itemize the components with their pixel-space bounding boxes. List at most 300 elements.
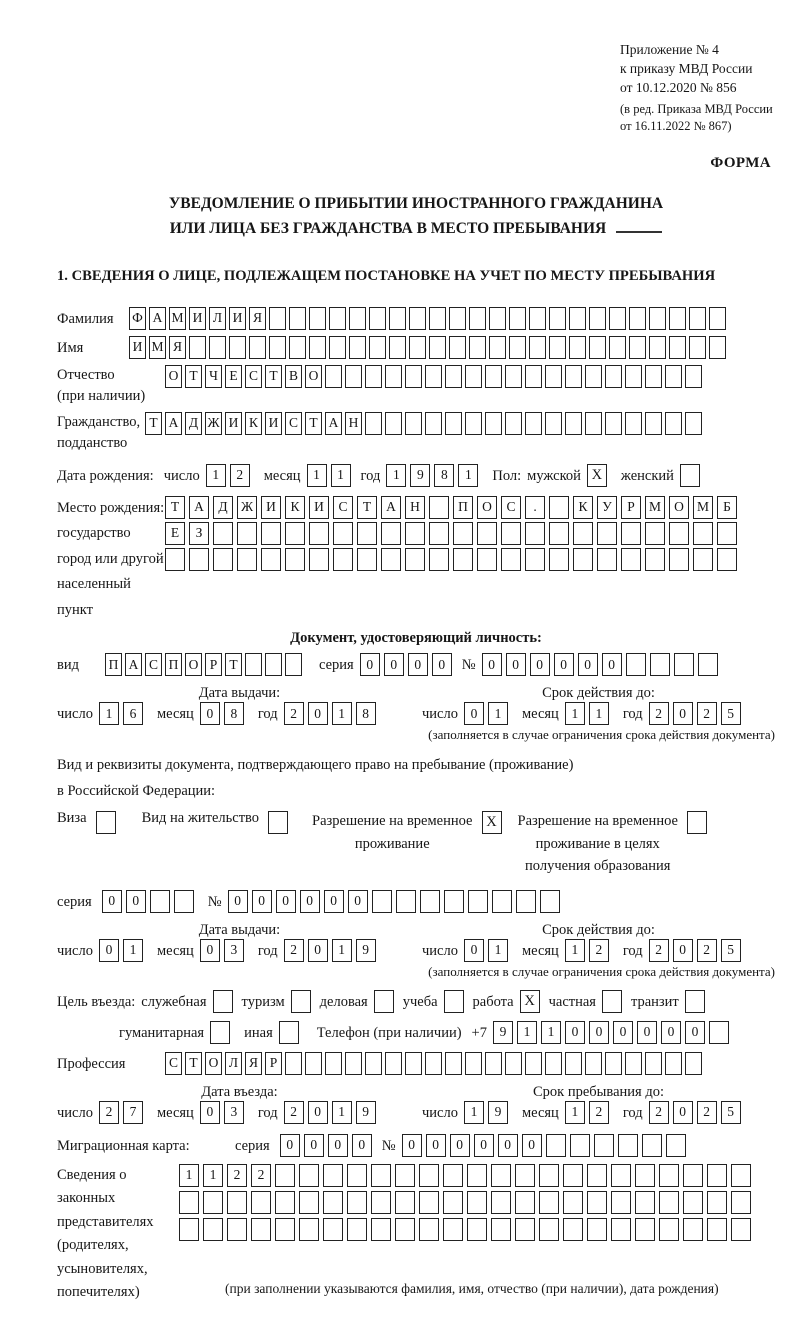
purpose-official-checkbox[interactable]: [213, 990, 233, 1013]
char-cell[interactable]: 0: [200, 939, 220, 962]
char-cell[interactable]: О: [669, 496, 689, 519]
char-cell[interactable]: [357, 548, 377, 571]
char-cell[interactable]: [685, 365, 702, 388]
char-cell[interactable]: 2: [284, 1101, 304, 1124]
char-cell[interactable]: [347, 1164, 367, 1187]
char-cell[interactable]: Р: [265, 1052, 282, 1075]
char-cell[interactable]: [529, 336, 546, 359]
char-cell[interactable]: М: [645, 496, 665, 519]
char-cell[interactable]: [649, 307, 666, 330]
char-cell[interactable]: [305, 1052, 322, 1075]
char-cell[interactable]: [709, 1021, 729, 1044]
char-cell[interactable]: 9: [356, 1101, 376, 1124]
char-cell[interactable]: [325, 365, 342, 388]
char-cell[interactable]: Ф: [129, 307, 146, 330]
char-cell[interactable]: С: [285, 412, 302, 435]
char-cell[interactable]: [477, 522, 497, 545]
char-cell[interactable]: С: [245, 365, 262, 388]
char-cell[interactable]: [683, 1218, 703, 1241]
char-cell[interactable]: [665, 412, 682, 435]
char-cell[interactable]: 2: [649, 702, 669, 725]
char-cell[interactable]: [179, 1218, 199, 1241]
char-cell[interactable]: 2: [230, 464, 250, 487]
purpose-humanitarian-checkbox[interactable]: [210, 1021, 230, 1044]
char-cell[interactable]: 0: [673, 702, 693, 725]
char-cell[interactable]: 1: [386, 464, 406, 487]
char-cell[interactable]: [150, 890, 170, 913]
char-cell[interactable]: [429, 496, 449, 519]
char-cell[interactable]: П: [105, 653, 122, 676]
char-cell[interactable]: [683, 1164, 703, 1187]
char-cell[interactable]: [621, 548, 641, 571]
char-cell[interactable]: А: [381, 496, 401, 519]
char-cell[interactable]: [369, 336, 386, 359]
char-cell[interactable]: [625, 412, 642, 435]
char-cell[interactable]: Я: [169, 336, 186, 359]
char-cell[interactable]: 1: [331, 464, 351, 487]
char-cell[interactable]: [269, 336, 286, 359]
char-cell[interactable]: [449, 307, 466, 330]
char-cell[interactable]: И: [265, 412, 282, 435]
char-cell[interactable]: [385, 365, 402, 388]
char-cell[interactable]: 0: [324, 890, 344, 913]
char-cell[interactable]: [409, 307, 426, 330]
char-cell[interactable]: [425, 1052, 442, 1075]
char-cell[interactable]: [396, 890, 416, 913]
char-cell[interactable]: 8: [356, 702, 376, 725]
char-cell[interactable]: [515, 1191, 535, 1214]
char-cell[interactable]: [525, 1052, 542, 1075]
char-cell[interactable]: [621, 522, 641, 545]
purpose-transit-checkbox[interactable]: [685, 990, 705, 1013]
char-cell[interactable]: 0: [613, 1021, 633, 1044]
char-cell[interactable]: [629, 307, 646, 330]
char-cell[interactable]: [309, 307, 326, 330]
char-cell[interactable]: [645, 522, 665, 545]
char-cell[interactable]: .: [525, 496, 545, 519]
char-cell[interactable]: [689, 336, 706, 359]
char-cell[interactable]: [605, 412, 622, 435]
char-cell[interactable]: Т: [357, 496, 377, 519]
char-cell[interactable]: К: [573, 496, 593, 519]
char-cell[interactable]: [203, 1191, 223, 1214]
char-cell[interactable]: Н: [405, 496, 425, 519]
char-cell[interactable]: 2: [99, 1101, 119, 1124]
char-cell[interactable]: [443, 1218, 463, 1241]
char-cell[interactable]: П: [453, 496, 473, 519]
char-cell[interactable]: [501, 548, 521, 571]
char-cell[interactable]: [420, 890, 440, 913]
char-cell[interactable]: [635, 1164, 655, 1187]
char-cell[interactable]: 0: [252, 890, 272, 913]
purpose-business-checkbox[interactable]: [374, 990, 394, 1013]
char-cell[interactable]: [665, 365, 682, 388]
char-cell[interactable]: 2: [697, 939, 717, 962]
char-cell[interactable]: [666, 1134, 686, 1157]
char-cell[interactable]: 0: [464, 939, 484, 962]
char-cell[interactable]: [429, 548, 449, 571]
char-cell[interactable]: Н: [345, 412, 362, 435]
char-cell[interactable]: [665, 1052, 682, 1075]
char-cell[interactable]: О: [205, 1052, 222, 1075]
char-cell[interactable]: Т: [265, 365, 282, 388]
char-cell[interactable]: Б: [717, 496, 737, 519]
char-cell[interactable]: 0: [554, 653, 574, 676]
char-cell[interactable]: Ж: [205, 412, 222, 435]
char-cell[interactable]: [731, 1164, 751, 1187]
char-cell[interactable]: [381, 522, 401, 545]
char-cell[interactable]: [491, 1218, 511, 1241]
char-cell[interactable]: С: [165, 1052, 182, 1075]
char-cell[interactable]: 2: [649, 939, 669, 962]
char-cell[interactable]: [545, 1052, 562, 1075]
char-cell[interactable]: 2: [284, 939, 304, 962]
char-cell[interactable]: [587, 1191, 607, 1214]
char-cell[interactable]: [587, 1164, 607, 1187]
char-cell[interactable]: [333, 522, 353, 545]
char-cell[interactable]: Е: [165, 522, 185, 545]
char-cell[interactable]: [635, 1191, 655, 1214]
char-cell[interactable]: [573, 548, 593, 571]
char-cell[interactable]: [629, 336, 646, 359]
char-cell[interactable]: [329, 307, 346, 330]
char-cell[interactable]: [395, 1191, 415, 1214]
char-cell[interactable]: [683, 1191, 703, 1214]
char-cell[interactable]: [625, 1052, 642, 1075]
char-cell[interactable]: [405, 365, 422, 388]
char-cell[interactable]: Т: [185, 365, 202, 388]
char-cell[interactable]: Я: [249, 307, 266, 330]
char-cell[interactable]: 0: [402, 1134, 422, 1157]
char-cell[interactable]: [674, 653, 694, 676]
char-cell[interactable]: С: [145, 653, 162, 676]
char-cell[interactable]: 0: [308, 702, 328, 725]
char-cell[interactable]: О: [165, 365, 182, 388]
char-cell[interactable]: [299, 1164, 319, 1187]
char-cell[interactable]: 1: [458, 464, 478, 487]
char-cell[interactable]: [445, 412, 462, 435]
char-cell[interactable]: [731, 1191, 751, 1214]
char-cell[interactable]: 1: [488, 702, 508, 725]
char-cell[interactable]: [251, 1191, 271, 1214]
char-cell[interactable]: [597, 548, 617, 571]
char-cell[interactable]: П: [165, 653, 182, 676]
char-cell[interactable]: [609, 307, 626, 330]
char-cell[interactable]: О: [477, 496, 497, 519]
char-cell[interactable]: [611, 1218, 631, 1241]
char-cell[interactable]: [409, 336, 426, 359]
char-cell[interactable]: [381, 548, 401, 571]
char-cell[interactable]: 0: [498, 1134, 518, 1157]
char-cell[interactable]: [509, 307, 526, 330]
char-cell[interactable]: [237, 522, 257, 545]
temp-residence-edu-checkbox[interactable]: [687, 811, 707, 834]
char-cell[interactable]: [525, 548, 545, 571]
char-cell[interactable]: [443, 1164, 463, 1187]
char-cell[interactable]: 0: [685, 1021, 705, 1044]
char-cell[interactable]: [516, 890, 536, 913]
char-cell[interactable]: [275, 1191, 295, 1214]
char-cell[interactable]: [467, 1164, 487, 1187]
char-cell[interactable]: [395, 1218, 415, 1241]
char-cell[interactable]: [372, 890, 392, 913]
char-cell[interactable]: [299, 1218, 319, 1241]
char-cell[interactable]: [251, 1218, 271, 1241]
char-cell[interactable]: 0: [673, 939, 693, 962]
char-cell[interactable]: [549, 336, 566, 359]
char-cell[interactable]: 1: [589, 702, 609, 725]
char-cell[interactable]: [669, 307, 686, 330]
char-cell[interactable]: Е: [225, 365, 242, 388]
char-cell[interactable]: [709, 336, 726, 359]
char-cell[interactable]: 0: [308, 1101, 328, 1124]
char-cell[interactable]: У: [597, 496, 617, 519]
char-cell[interactable]: [419, 1191, 439, 1214]
char-cell[interactable]: В: [285, 365, 302, 388]
char-cell[interactable]: [489, 307, 506, 330]
char-cell[interactable]: 1: [541, 1021, 561, 1044]
char-cell[interactable]: 2: [697, 702, 717, 725]
char-cell[interactable]: [505, 412, 522, 435]
char-cell[interactable]: 3: [224, 939, 244, 962]
char-cell[interactable]: 2: [649, 1101, 669, 1124]
char-cell[interactable]: [546, 1134, 566, 1157]
char-cell[interactable]: [589, 336, 606, 359]
char-cell[interactable]: И: [129, 336, 146, 359]
char-cell[interactable]: 0: [408, 653, 428, 676]
char-cell[interactable]: 0: [637, 1021, 657, 1044]
char-cell[interactable]: [491, 1164, 511, 1187]
char-cell[interactable]: 0: [432, 653, 452, 676]
char-cell[interactable]: 0: [530, 653, 550, 676]
char-cell[interactable]: [265, 653, 282, 676]
char-cell[interactable]: К: [285, 496, 305, 519]
char-cell[interactable]: [174, 890, 194, 913]
char-cell[interactable]: [395, 1164, 415, 1187]
purpose-private-checkbox[interactable]: [602, 990, 622, 1013]
char-cell[interactable]: [329, 336, 346, 359]
char-cell[interactable]: [369, 307, 386, 330]
char-cell[interactable]: 0: [348, 890, 368, 913]
char-cell[interactable]: [405, 522, 425, 545]
purpose-study-checkbox[interactable]: [444, 990, 464, 1013]
char-cell[interactable]: [385, 1052, 402, 1075]
char-cell[interactable]: 1: [203, 1164, 223, 1187]
char-cell[interactable]: [323, 1191, 343, 1214]
char-cell[interactable]: 1: [307, 464, 327, 487]
char-cell[interactable]: [365, 412, 382, 435]
char-cell[interactable]: И: [225, 412, 242, 435]
char-cell[interactable]: [345, 1052, 362, 1075]
char-cell[interactable]: [269, 307, 286, 330]
char-cell[interactable]: [540, 890, 560, 913]
char-cell[interactable]: Р: [621, 496, 641, 519]
char-cell[interactable]: [365, 1052, 382, 1075]
char-cell[interactable]: 2: [589, 1101, 609, 1124]
char-cell[interactable]: 2: [284, 702, 304, 725]
char-cell[interactable]: 0: [482, 653, 502, 676]
char-cell[interactable]: 9: [488, 1101, 508, 1124]
char-cell[interactable]: С: [333, 496, 353, 519]
char-cell[interactable]: И: [261, 496, 281, 519]
char-cell[interactable]: [299, 1191, 319, 1214]
char-cell[interactable]: Д: [213, 496, 233, 519]
char-cell[interactable]: [707, 1164, 727, 1187]
char-cell[interactable]: [429, 522, 449, 545]
char-cell[interactable]: [229, 336, 246, 359]
char-cell[interactable]: 0: [304, 1134, 324, 1157]
char-cell[interactable]: [525, 522, 545, 545]
char-cell[interactable]: Т: [305, 412, 322, 435]
char-cell[interactable]: [469, 307, 486, 330]
char-cell[interactable]: [425, 365, 442, 388]
char-cell[interactable]: [565, 365, 582, 388]
char-cell[interactable]: 0: [328, 1134, 348, 1157]
char-cell[interactable]: [365, 365, 382, 388]
char-cell[interactable]: [669, 336, 686, 359]
char-cell[interactable]: 0: [99, 939, 119, 962]
char-cell[interactable]: 3: [224, 1101, 244, 1124]
char-cell[interactable]: [443, 1191, 463, 1214]
char-cell[interactable]: [570, 1134, 590, 1157]
char-cell[interactable]: 9: [356, 939, 376, 962]
char-cell[interactable]: 0: [228, 890, 248, 913]
char-cell[interactable]: [549, 496, 569, 519]
char-cell[interactable]: И: [189, 307, 206, 330]
char-cell[interactable]: С: [501, 496, 521, 519]
char-cell[interactable]: 8: [434, 464, 454, 487]
char-cell[interactable]: [585, 1052, 602, 1075]
char-cell[interactable]: [545, 412, 562, 435]
char-cell[interactable]: О: [305, 365, 322, 388]
char-cell[interactable]: 1: [123, 939, 143, 962]
char-cell[interactable]: [611, 1191, 631, 1214]
char-cell[interactable]: [585, 412, 602, 435]
char-cell[interactable]: [501, 522, 521, 545]
char-cell[interactable]: 2: [251, 1164, 271, 1187]
char-cell[interactable]: 5: [721, 1101, 741, 1124]
char-cell[interactable]: [491, 1191, 511, 1214]
char-cell[interactable]: [209, 336, 226, 359]
char-cell[interactable]: [453, 548, 473, 571]
char-cell[interactable]: 1: [99, 702, 119, 725]
char-cell[interactable]: 0: [280, 1134, 300, 1157]
char-cell[interactable]: [465, 1052, 482, 1075]
char-cell[interactable]: [717, 522, 737, 545]
char-cell[interactable]: [347, 1218, 367, 1241]
char-cell[interactable]: 1: [332, 1101, 352, 1124]
char-cell[interactable]: [626, 653, 646, 676]
char-cell[interactable]: М: [169, 307, 186, 330]
char-cell[interactable]: [549, 522, 569, 545]
char-cell[interactable]: 1: [517, 1021, 537, 1044]
char-cell[interactable]: [245, 653, 262, 676]
char-cell[interactable]: [309, 336, 326, 359]
char-cell[interactable]: 0: [673, 1101, 693, 1124]
char-cell[interactable]: 1: [565, 702, 585, 725]
char-cell[interactable]: [605, 365, 622, 388]
char-cell[interactable]: 0: [464, 702, 484, 725]
char-cell[interactable]: [349, 336, 366, 359]
char-cell[interactable]: [445, 365, 462, 388]
sex-male-checkbox[interactable]: X: [587, 464, 607, 487]
char-cell[interactable]: [685, 1052, 702, 1075]
char-cell[interactable]: [465, 412, 482, 435]
char-cell[interactable]: Л: [209, 307, 226, 330]
char-cell[interactable]: 1: [332, 702, 352, 725]
char-cell[interactable]: [405, 1052, 422, 1075]
char-cell[interactable]: [371, 1191, 391, 1214]
char-cell[interactable]: [642, 1134, 662, 1157]
char-cell[interactable]: [469, 336, 486, 359]
char-cell[interactable]: [625, 365, 642, 388]
char-cell[interactable]: [477, 548, 497, 571]
char-cell[interactable]: [693, 548, 713, 571]
char-cell[interactable]: [285, 548, 305, 571]
char-cell[interactable]: 6: [123, 702, 143, 725]
char-cell[interactable]: [597, 522, 617, 545]
char-cell[interactable]: 0: [506, 653, 526, 676]
char-cell[interactable]: Л: [225, 1052, 242, 1075]
char-cell[interactable]: [345, 365, 362, 388]
char-cell[interactable]: [419, 1218, 439, 1241]
char-cell[interactable]: 2: [227, 1164, 247, 1187]
char-cell[interactable]: [492, 890, 512, 913]
char-cell[interactable]: [275, 1218, 295, 1241]
char-cell[interactable]: [539, 1191, 559, 1214]
char-cell[interactable]: [505, 1052, 522, 1075]
char-cell[interactable]: 9: [493, 1021, 513, 1044]
char-cell[interactable]: [425, 412, 442, 435]
char-cell[interactable]: [693, 522, 713, 545]
char-cell[interactable]: [323, 1218, 343, 1241]
char-cell[interactable]: 1: [565, 1101, 585, 1124]
char-cell[interactable]: 9: [410, 464, 430, 487]
char-cell[interactable]: [485, 412, 502, 435]
char-cell[interactable]: 0: [384, 653, 404, 676]
char-cell[interactable]: [465, 365, 482, 388]
char-cell[interactable]: 0: [102, 890, 122, 913]
char-cell[interactable]: 0: [426, 1134, 446, 1157]
char-cell[interactable]: [525, 412, 542, 435]
char-cell[interactable]: [618, 1134, 638, 1157]
char-cell[interactable]: [261, 522, 281, 545]
char-cell[interactable]: [689, 307, 706, 330]
char-cell[interactable]: [611, 1164, 631, 1187]
char-cell[interactable]: 5: [721, 702, 741, 725]
char-cell[interactable]: 1: [332, 939, 352, 962]
char-cell[interactable]: [585, 365, 602, 388]
char-cell[interactable]: [349, 307, 366, 330]
char-cell[interactable]: [213, 522, 233, 545]
char-cell[interactable]: [563, 1218, 583, 1241]
char-cell[interactable]: [635, 1218, 655, 1241]
char-cell[interactable]: [285, 653, 302, 676]
char-cell[interactable]: Р: [205, 653, 222, 676]
char-cell[interactable]: [569, 336, 586, 359]
char-cell[interactable]: [405, 412, 422, 435]
char-cell[interactable]: [685, 412, 702, 435]
char-cell[interactable]: 1: [488, 939, 508, 962]
char-cell[interactable]: 1: [464, 1101, 484, 1124]
char-cell[interactable]: 0: [578, 653, 598, 676]
char-cell[interactable]: [515, 1218, 535, 1241]
char-cell[interactable]: [707, 1218, 727, 1241]
char-cell[interactable]: [539, 1164, 559, 1187]
char-cell[interactable]: [563, 1191, 583, 1214]
char-cell[interactable]: [445, 1052, 462, 1075]
char-cell[interactable]: А: [165, 412, 182, 435]
